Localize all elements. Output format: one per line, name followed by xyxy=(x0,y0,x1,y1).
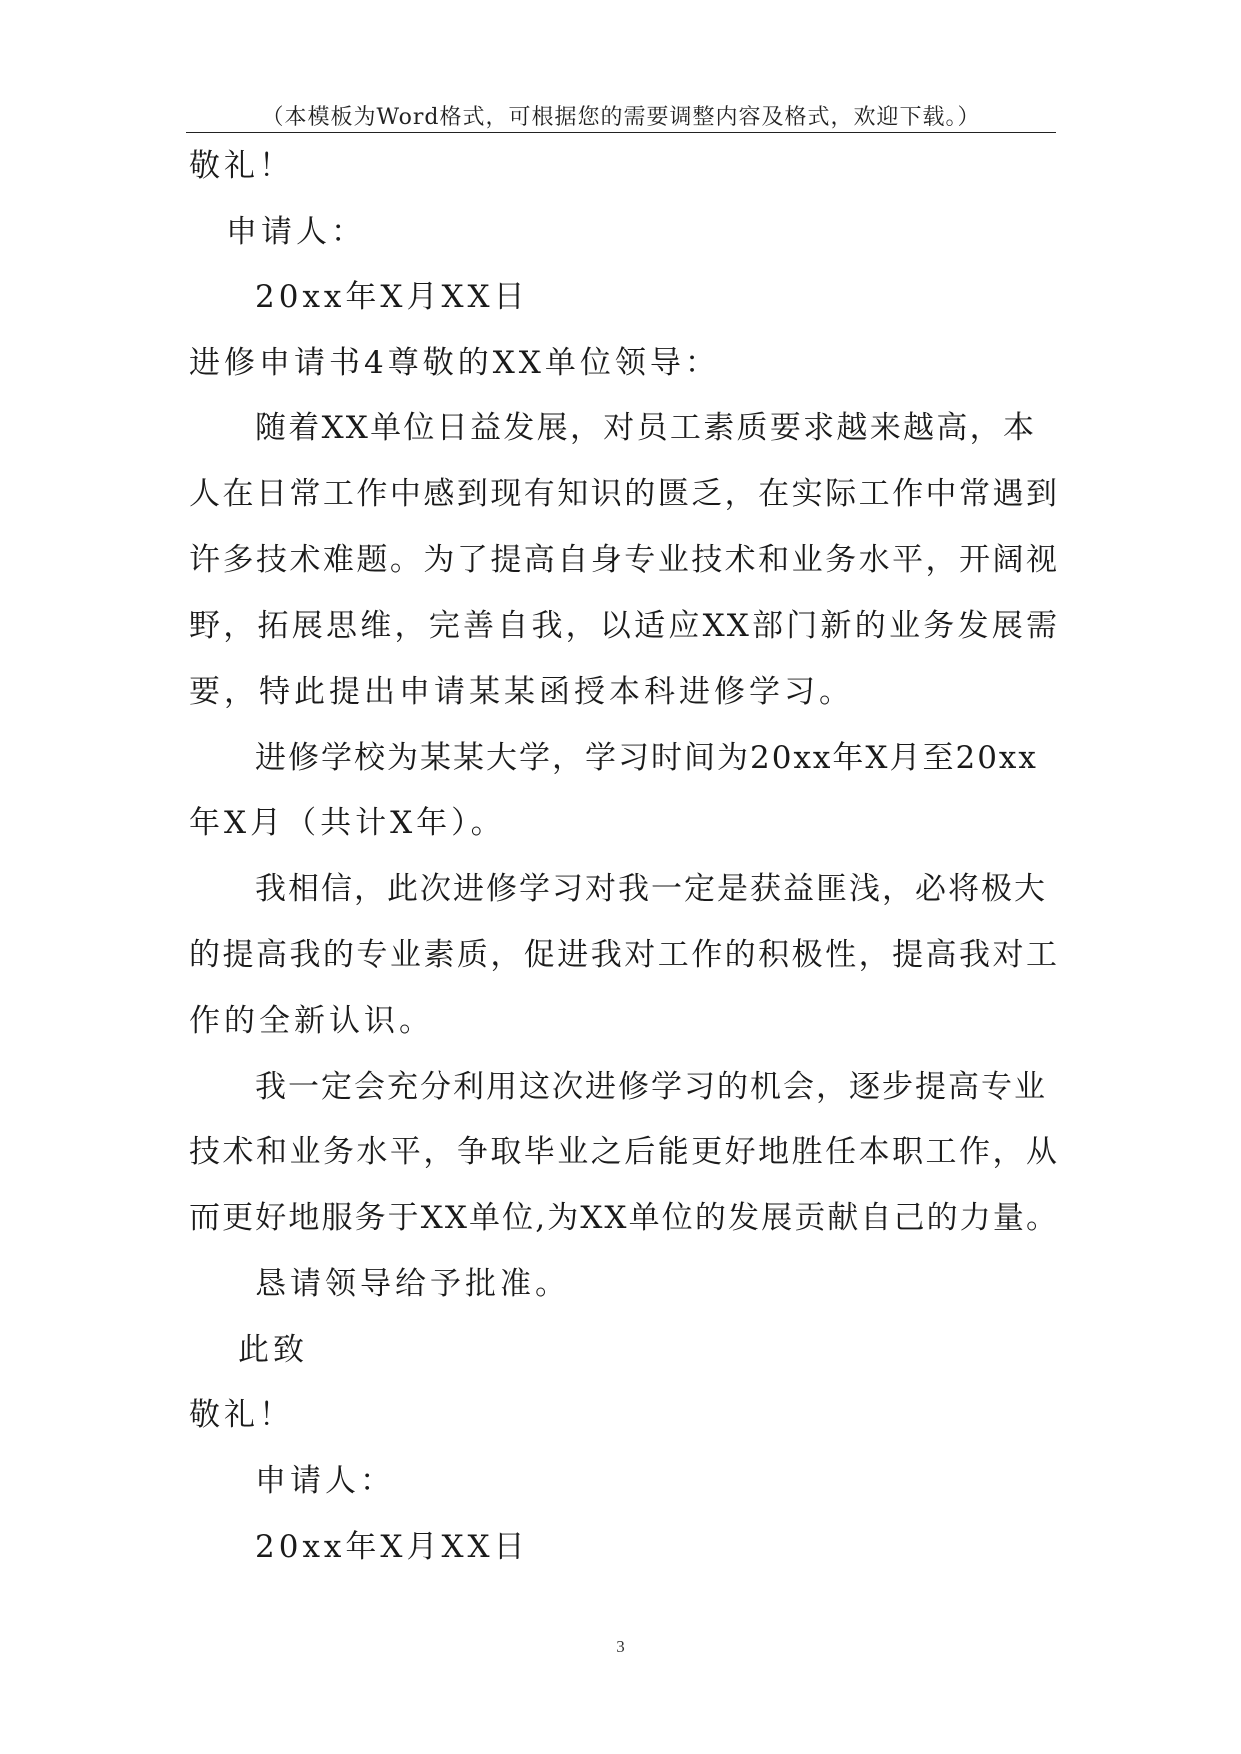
body-paragraph-line: 我一定会充分利用这次进修学习的机会，逐步提高专业 xyxy=(255,1069,1047,1105)
template-note: （本模板为Word格式，可根据您的需要调整内容及格式，欢迎下载。） xyxy=(261,105,981,130)
closing-phrase: 此致 xyxy=(238,1332,308,1368)
body-paragraph-line: 年X月（共计X年）。 xyxy=(189,805,506,841)
body-paragraph-line: 许多技术难题。为了提高自身专业技术和业务水平，开阔视 xyxy=(189,542,1059,578)
body-paragraph-line: 要，特此提出申请某某函授本科进修学习。 xyxy=(189,674,854,710)
body-paragraph-line: 而更好地服务于XX单位,为XX单位的发展贡献自己的力量。 xyxy=(189,1200,1059,1236)
body-paragraph-line: 野，拓展思维，完善自我，以适应XX部门新的业务发展需 xyxy=(189,608,1059,644)
body-paragraph-line: 随着XX单位日益发展，对员工素质要求越来越高，本 xyxy=(255,410,1036,446)
body-paragraph-line: 的提高我的专业素质，促进我对工作的积极性，提高我对工 xyxy=(189,937,1059,973)
page-number: 3 xyxy=(616,1637,625,1656)
date-line: 20xx年X月XX日 xyxy=(255,279,529,315)
closing-salutation: 敬礼！ xyxy=(189,1397,294,1433)
request-line: 恳请领导给予批准。 xyxy=(255,1266,570,1302)
closing-salutation: 敬礼！ xyxy=(189,148,294,184)
applicant-label: 申请人： xyxy=(226,214,366,250)
body-paragraph-line: 技术和业务水平，争取毕业之后能更好地胜任本职工作，从 xyxy=(189,1134,1059,1170)
body-paragraph-line: 我相信，此次进修学习对我一定是获益匪浅，必将极大 xyxy=(255,871,1047,907)
body-paragraph-line: 人在日常工作中感到现有知识的匮乏，在实际工作中常遇到 xyxy=(189,476,1059,512)
letter-heading: 进修申请书4尊敬的XX单位领导： xyxy=(189,345,720,381)
date-line: 20xx年X月XX日 xyxy=(255,1529,529,1565)
body-paragraph-line: 进修学校为某某大学，学习时间为20xx年X月至20xx xyxy=(255,740,1038,776)
applicant-label: 申请人： xyxy=(255,1463,395,1499)
body-paragraph-line: 作的全新认识。 xyxy=(189,1003,434,1039)
header-divider xyxy=(186,132,1056,133)
